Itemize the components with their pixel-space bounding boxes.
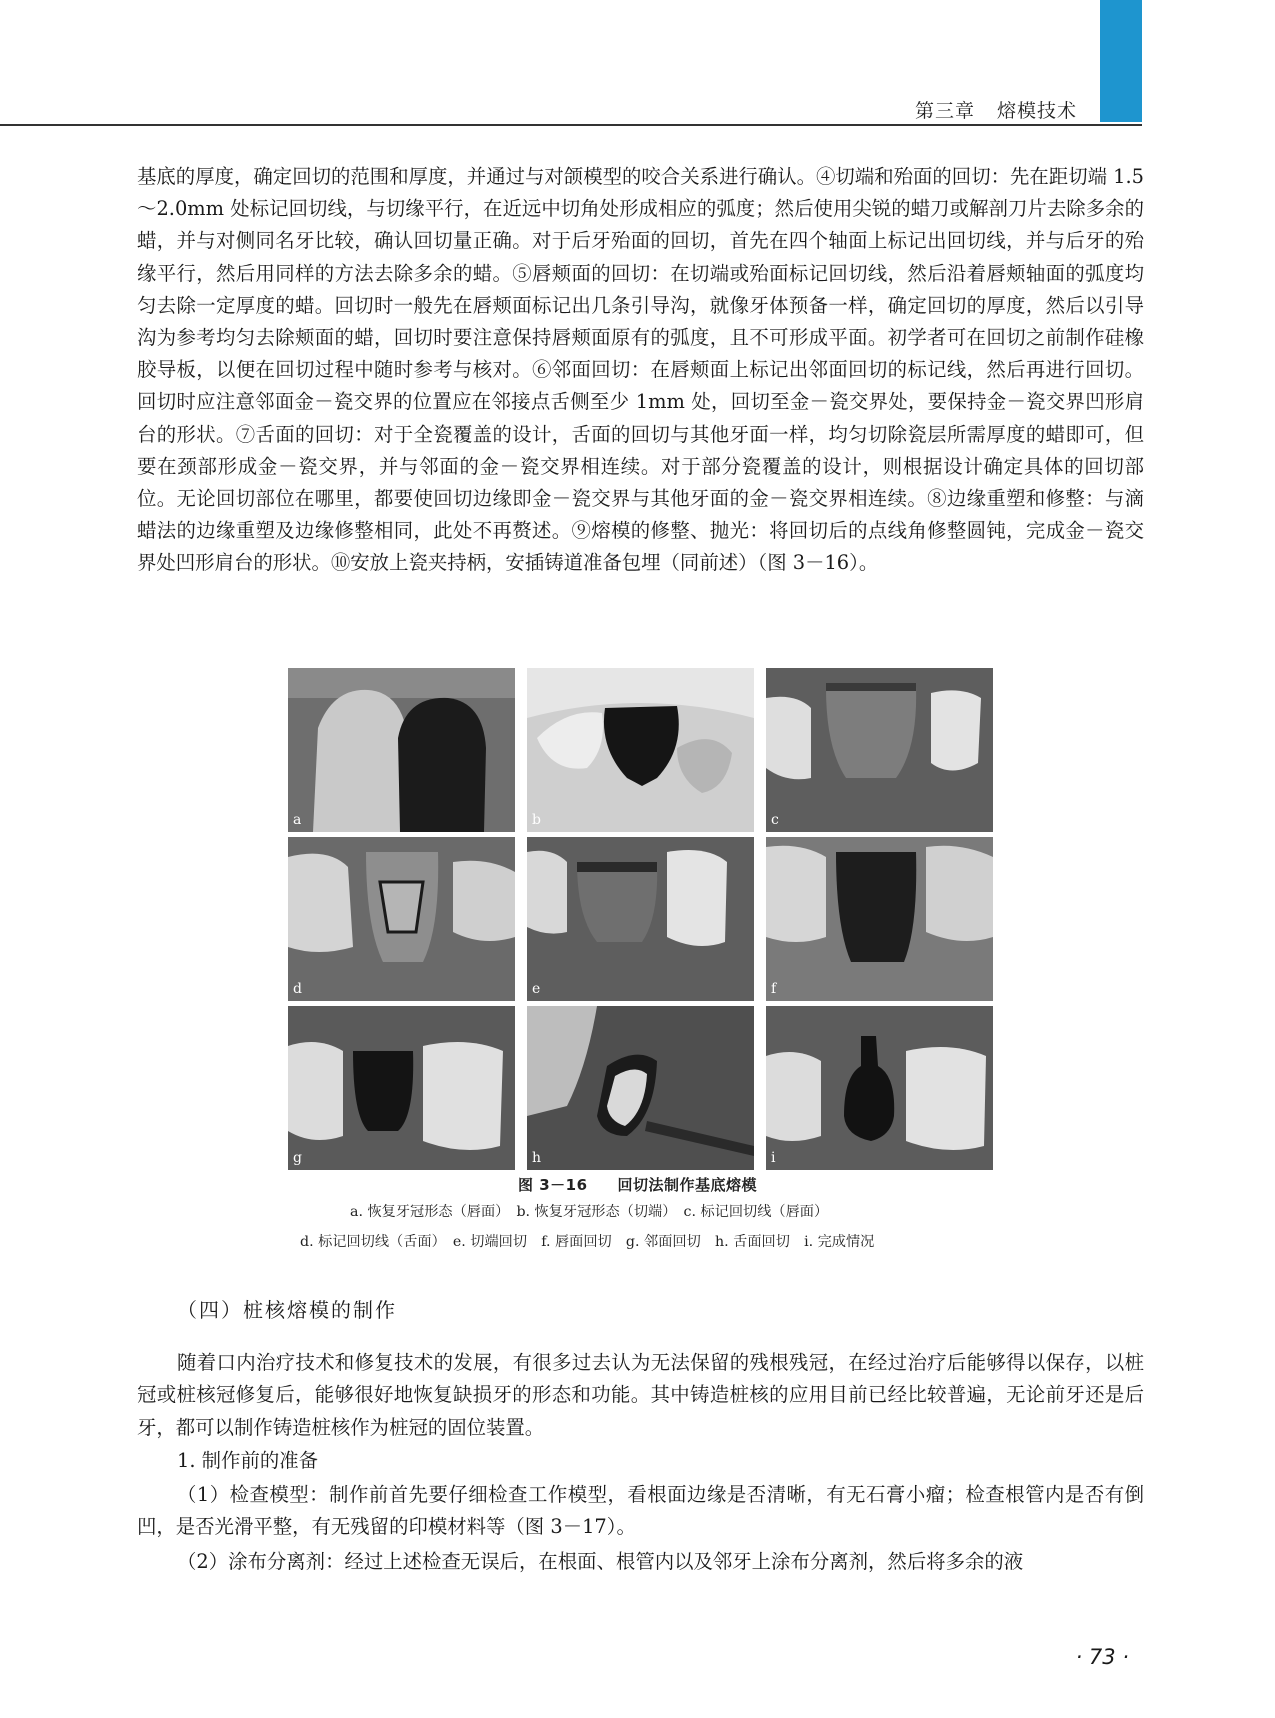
panel-label-i: i (771, 1150, 776, 1166)
section-intro-paragraph: 随着口内治疗技术和修复技术的发展，有很多过去认为无法保留的残根残冠，在经过治疗后能够得以保存，以桩冠或桩核冠修复后，能够很好地恢复缺损牙的形态和功能。其中铸造桩核的应用目前已经比较普遍，无论前牙还是后牙，都可以制作铸造桩核作为桩冠的固位装置。 (137, 1351, 1144, 1439)
running-header (915, 96, 1077, 123)
figure-panel-b (527, 668, 754, 832)
figure-title (0, 1174, 1275, 1195)
figure-panel-g (288, 1006, 515, 1170)
panel-label-h: h (532, 1150, 542, 1166)
subsection-heading: 1. 制作前的准备 (177, 1449, 319, 1472)
panel-label-c: c (771, 812, 779, 828)
figure-panel-a (288, 668, 515, 832)
chapter-title: 熔模技术 (996, 100, 1077, 122)
header-rule (0, 124, 1142, 126)
figure-panel-d (288, 837, 515, 1001)
panel-label-d: d (293, 981, 302, 997)
figure-3-16 (288, 668, 993, 1170)
step-1-paragraph: （1）检查模型：制作前首先要仔细检查工作模型，看根面边缘是否清晰，有无石膏小瘤；检查根管内是否有倒凹，是否光滑平整，有无残留的印模材料等（图 3－17）。 (137, 1483, 1144, 1539)
figure-panel-h (527, 1006, 754, 1170)
step-2-paragraph: （2）涂布分离剂：经过上述检查无误后，在根面、根管内以及邻牙上涂布分离剂，然后将多余的液 (177, 1550, 1024, 1573)
page-number: · 73 · (1075, 1645, 1129, 1669)
section-heading: （四）桩核熔模的制作 (177, 1298, 397, 1322)
panel-label-a: a (293, 812, 302, 828)
panel-label-g: g (293, 1150, 302, 1166)
panel-label-e: e (532, 981, 541, 997)
figure-panel-c (766, 668, 993, 832)
figure-panel-i (766, 1006, 993, 1170)
figure-number: 图 3－16 (517, 1176, 588, 1194)
body-paragraph: 基底的厚度，确定回切的范围和厚度，并通过与对颌模型的咬合关系进行确认。④切端和殆面的回切：先在距切端 1.5～2.0mm 处标记回切线，与切缘平行，在近远中切角处形成相应的弧度；然后使用尖锐的蜡刀或解剖刀片去除多余的蜡，并与对侧同名牙比较，确认回切量正确。对于后牙殆面的回切，首先在四个轴面上标记出回切线，并与后牙的殆缘平行，然后用同样的方法去除多余的蜡。⑤唇颊面的回切：在切端或殆面标记回切线，然后沿着唇颊轴面的弧度均匀去除一定厚度的蜡。回切时一般先在唇颊面标记出几条引导沟，就像牙体预备一样，确定回切的厚度，然后以引导沟为参考均匀去除颊面的蜡，回切时要注意保持唇颊面原有的弧度，且不可形成平面。初学者可在回切之前制作硅橡胶导板，以便在回切过程中随时参考与核对。⑥邻面回切：在唇颊面上标记出邻面回切的标记线，然后再进行回切。回切时应注意邻面金－瓷交界的位置应在邻接点舌侧至少 1mm 处，回切至金－瓷交界处，要保持金－瓷交界凹形肩台的形状。⑦舌面的回切：对于全瓷覆盖的设计，舌面的回切与其他牙面一样，均匀切除瓷层所需厚度的蜡即可，但要在颈部形成金－瓷交界，并与邻面的金－瓷交界相连续。对于部分瓷覆盖的设计，则根据设计确定具体的回切部位。无论回切部位在哪里，都要使回切边缘即金－瓷交界与其他牙面的金－瓷交界相连续。⑧边缘重塑和修整：与滴蜡法的边缘重塑及边缘修整相同，此处不再赘述。⑨熔模的修整、抛光：将回切后的点线角修整圆钝，完成金－瓷交界处凹形肩台的形状。⑩安放上瓷夹持柄，安插铸道准备包埋（同前述）（图 3－16）。 (137, 165, 1144, 575)
figure-panel-e (527, 837, 754, 1001)
figure-caption-line-2: d. 标记回切线（舌面） e. 切端回切 f. 唇面回切 g. 邻面回切 h. 舌面回切 i. 完成情况 (300, 1234, 875, 1250)
chapter-tab-marker (1100, 0, 1142, 122)
chapter-number: 第三章 (914, 100, 975, 122)
figure-title-text: 回切法制作基底熔模 (617, 1176, 758, 1194)
figure-caption-line-1: a. 恢复牙冠形态（唇面） b. 恢复牙冠形态（切端） c. 标记回切线（唇面） (350, 1204, 829, 1220)
panel-label-b: b (532, 812, 541, 828)
figure-panel-f (766, 837, 993, 1001)
panel-label-f: f (771, 981, 777, 997)
